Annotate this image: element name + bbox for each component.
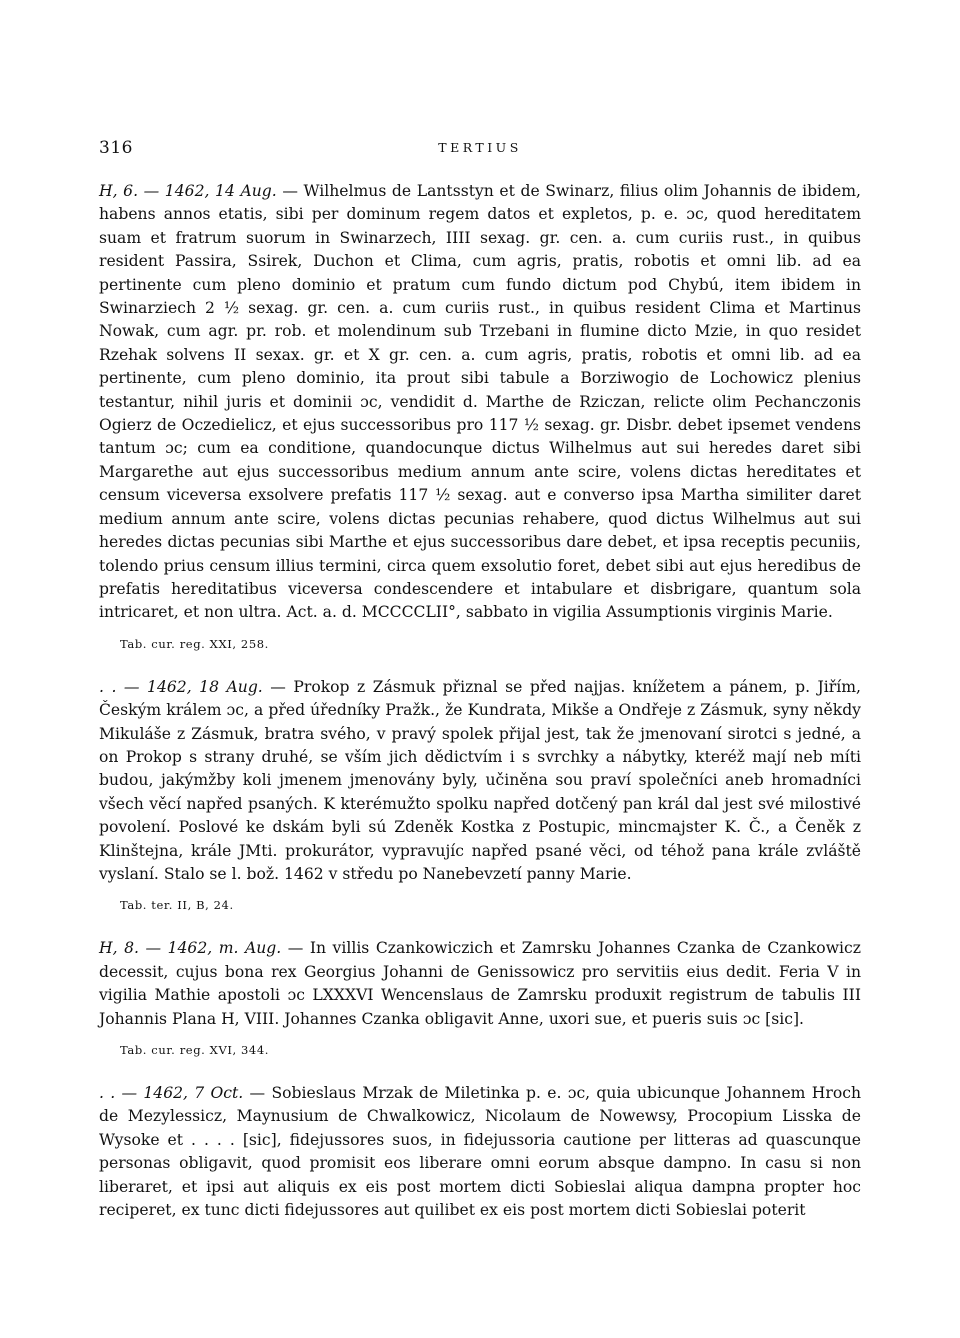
entry-2 [99,676,861,913]
entry-body: — Sobieslaus Mrzak de Miletinka p. e. ɔc, quia ubicunque Johannem Hroch de Mezylessicz, Maynusium de Chwalkowicz, Nicolaum de Nowewsy, Procopium Lisska de Wysoke et . . . . [sic], fidejussores suos, in fidejussoria cautione per litteras ad quascunque personas obligavit, quod promisit eos liberare omni eorum absque dampno. In casu si non liberaret, et ipsi aut aliquis ex eis post mortem dicti Sobieslai aliqua dampna propter hoc reciperet, ex tunc dicti fidejussores aut quilibet ex eis post mortem dicti Sobieslai poterit [99,1084,861,1220]
entry-dateline: . . — 1462, 7 Oct. [99,1084,244,1102]
page-header [99,138,861,162]
entry-paragraph [99,180,861,625]
running-head: TERTIUS [438,140,522,155]
entry-source: Tab. cur. reg. XXI, 258. [120,636,269,651]
entry-source: Tab. ter. II, B, 24. [120,898,234,913]
entry-body: — Prokop z Zásmuk přiznal se před najjas. knížetem a pánem, p. Jiřím, Českým králem ɔc, a před úředníky Pražk., že Kundrata, Mikše a Ondřeje z Zásmuk, syny někdy Mikuláše z Zásmuk, bratra svého, v pravý spolek přijal jest, tak že jmenovaní sirotci s jedné, a on Prokop s strany druhé, se vším jich dědictvím i s svrchky a nábytky, kteréž mají neb míti budou, jakýmžby koli jmenem jmenovány byly, učiněna sou praví společníci aneb hromadníci všech věcí napřed psaných. K kterémužto spolku napřed dotčený pan král dal jest své milostivé povolení. Poslové ke dskám byli sú Zdeněk Kostka z Postupic, mincmajster K. Č., a Čeněk z Klinštejna, krále JMti. prokurátor, vypravujíc napřed psané věci, od téhož pana krále zvláště vyslaní. Stalo se l. bož. 1462 v středu po Nanebevzetí panny Marie. [99,677,861,883]
entry-dateline: H, 8. — 1462, m. Aug. [99,939,282,958]
document-page [99,138,861,1222]
entry-paragraph [99,937,861,1031]
page-number: 316 [99,138,133,158]
entry-dateline: . . — 1462, 18 Aug. [99,677,263,696]
entry-3 [99,937,861,1057]
entry-body: — Wilhelmus de Lantsstyn et de Swinarz, filius olim Johannis de ibidem, habens annos etatis, sibi per dominum regem datos et expletos, p. e. ɔc, quod hereditatem suam et fratrum suorum in Swinarzech, IIII sexag. gr. cen. a. cum curiis rust., in quibus resident Passira, Ssirek, Duchon et Clima, cum agris, pratis, robotis et omni lib. ad ea pertinente cum pleno dominio et pratum cum fundo dictum pod Chybú, item ibidem in Swinarziech 2 ½ sexag. gr. cen. a. cum curiis rust., in quibus resident Clima et Martinus Nowak, cum agr. pr. rob. et molendinum sub Trzebani in flumine dicto Mzie, in quo residet Rzehak solvens II sexax. gr. et X gr. cen. a. cum agris, pratis, robotis et omni lib. ad ea pertinente, cum pleno dominio, ita prout sibi tabule a Borziwogio de Lochowicz plenius testantur, nihil juris et dominii ɔc, vendidit d. Marthe de Rziczan, relicte olim Pechanczonis Ogierz de Oczedielicz, et ejus successoribus pro 117 ½ sexag. gr. Disbr. debet ipsemet vendens tantum ɔc; cum ea conditione, quandocunque dictus Wilhelmus aut sui heredes daret sibi Margarethe aut ejus successoribus medium annum ante scire, volens dictas hereditates et censum viceversa exsolvere prefatis 117 ½ sexag. aut e converso ipsa Martha similiter daret medium annum ante scire, volens dictas pecunias rehabere, quod dictus Wilhelmus aut sui heredes dictas pecunias sibi Marthe et ejus successoribus dare debet, et ipsa receptis pecuniis, tolendo prius censum illius termini, circa quem exsolutio foret, debet sibi aut ejus heredibus de prefatis hereditatibus viceversa condescendere et intabulare et disbrigare, quantum sola intricaret, et non ultra. Act. a. d. MCCCCLII°, sabbato in vigilia Assumptionis virginis Marie. [99,182,861,622]
entry-body: — In villis Czankowiczich et Zamrsku Johannes Czanka de Czankowicz decessit, cujus bona rex Georgius Johanni de Genissowicz pro servitiis eius dedit. Feria V in vigilia Mathie apostoli ɔc LXXXVI Wencenslaus de Zamrsku produxit registrum de tabulis III Johannis Plana H, VIII. Johannes Czanka obligavit Anne, uxori sue, et pueris suis ɔc [sic]. [99,939,861,1028]
entry-dateline: H, 6. — 1462, 14 Aug. [99,182,277,200]
entry-paragraph [99,676,861,887]
entry-1 [99,180,861,651]
entry-paragraph [99,1082,861,1222]
entry-source: Tab. cur. reg. XVI, 344. [120,1043,270,1057]
entry-4 [99,1082,861,1222]
